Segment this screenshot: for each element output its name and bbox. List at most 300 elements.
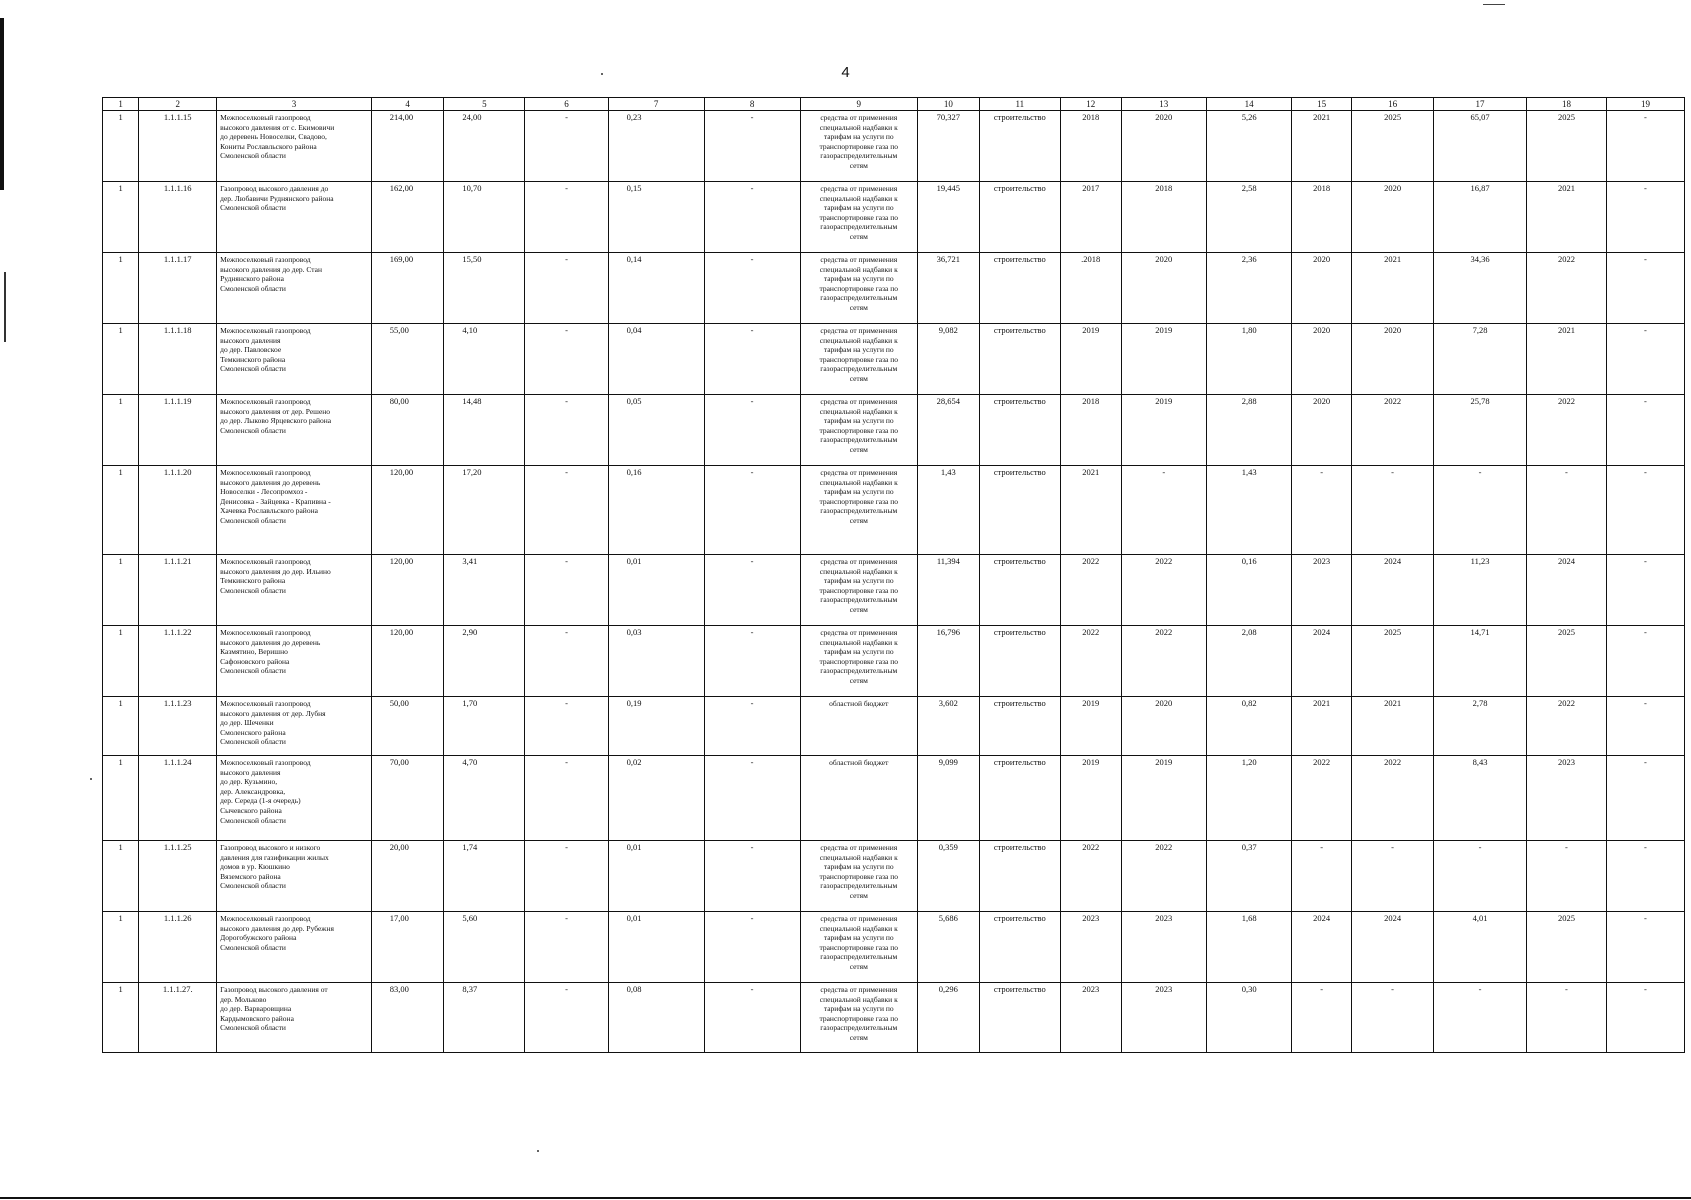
cell-col-7-text: 0,02 xyxy=(626,757,642,767)
cell-code-text: 1.1.1.16 xyxy=(163,183,192,193)
cell-col-17-text: 34,36 xyxy=(1470,254,1490,264)
cell-col-17-text: 25,78 xyxy=(1470,396,1490,406)
cell-col-10 xyxy=(917,983,979,1053)
cell-col-18 xyxy=(1526,182,1606,253)
cell-col-19-text: - xyxy=(1644,984,1647,994)
cell-col-5-text: 14,48 xyxy=(462,396,482,406)
cell-col-5 xyxy=(444,253,525,324)
cell-col-17 xyxy=(1434,756,1527,841)
cell-col-16 xyxy=(1352,466,1434,555)
cell-col-12-text: 2019 xyxy=(1082,698,1100,708)
cell-col-1-text: 1 xyxy=(118,254,123,264)
cell-col-16 xyxy=(1352,111,1434,182)
cell-code xyxy=(139,912,217,983)
cell-work-type xyxy=(979,253,1060,324)
cell-col-14-text: 2,36 xyxy=(1241,254,1257,264)
cell-col-4 xyxy=(371,983,444,1053)
column-number: 14 xyxy=(1206,98,1291,111)
cell-col-14-text: 1,68 xyxy=(1241,913,1257,923)
cell-col-8-text: - xyxy=(750,183,754,193)
cell-col-14-text: 2,58 xyxy=(1241,183,1257,193)
cell-col-4 xyxy=(371,912,444,983)
cell-col-1-text: 1 xyxy=(118,627,123,637)
cell-funding-source-text: средства от применения специальной надбавки к тарифам на услуги по транспортировке газа по газораспределительным сетям xyxy=(819,326,899,383)
cell-col-15-text: 2020 xyxy=(1313,254,1331,264)
cell-col-5-text: 5,60 xyxy=(462,913,478,923)
cell-code xyxy=(139,111,217,182)
cell-col-16 xyxy=(1352,395,1434,466)
cell-col-16-text: 2022 xyxy=(1384,396,1402,406)
cell-col-18 xyxy=(1526,111,1606,182)
cell-code-text: 1.1.1.18 xyxy=(163,325,192,335)
cell-col-13 xyxy=(1121,841,1206,912)
scan-edge-mark-top-right xyxy=(1483,4,1505,5)
cell-work-type xyxy=(979,111,1060,182)
cell-col-5-text: 4,10 xyxy=(462,325,478,335)
cell-col-18 xyxy=(1526,466,1606,555)
cell-col-12-text: 2021 xyxy=(1082,467,1100,477)
cell-col-17-text: 2,78 xyxy=(1472,698,1488,708)
cell-col-12 xyxy=(1060,182,1121,253)
cell-col-4-text: 20,00 xyxy=(389,842,409,852)
cell-object-name-text: Газопровод высокого и низкого давления для газификации жилых домов в ур. Кюшкино Вяземского района Смоленской области xyxy=(220,843,329,891)
cell-code-text: 1.1.1.20 xyxy=(163,467,192,477)
cell-col-10-text: 36,721 xyxy=(936,254,961,264)
cell-col-14 xyxy=(1206,841,1291,912)
cell-col-13 xyxy=(1121,111,1206,182)
cell-col-7 xyxy=(608,841,704,912)
cell-col-1 xyxy=(103,253,139,324)
cell-col-18-text: 2025 xyxy=(1557,627,1575,637)
cell-col-6 xyxy=(525,912,608,983)
cell-col-10 xyxy=(917,912,979,983)
cell-col-16-text: 2025 xyxy=(1384,627,1402,637)
cell-col-18-text: 2025 xyxy=(1557,112,1575,122)
cell-col-7 xyxy=(608,983,704,1053)
cell-col-19 xyxy=(1606,466,1684,555)
cell-funding-source xyxy=(800,697,917,756)
cell-funding-source-text: средства от применения специальной надбавки к тарифам на услуги по транспортировке газа по газораспределительным сетям xyxy=(819,468,899,525)
cell-col-7 xyxy=(608,466,704,555)
cell-code-text: 1.1.1.17 xyxy=(163,254,192,264)
table-body xyxy=(103,111,1685,1053)
cell-col-15-text: 2020 xyxy=(1313,396,1331,406)
cell-col-4 xyxy=(371,626,444,697)
cell-col-6 xyxy=(525,466,608,555)
cell-funding-source-text: средства от применения специальной надбавки к тарифам на услуги по транспортировке газа по газораспределительным сетям xyxy=(819,255,899,312)
cell-col-17 xyxy=(1434,253,1527,324)
cell-col-14-text: 2,88 xyxy=(1241,396,1257,406)
cell-col-8-text: - xyxy=(750,984,754,994)
cell-col-15-text: 2024 xyxy=(1313,913,1331,923)
cell-work-type xyxy=(979,841,1060,912)
cell-object-name-text: Газопровод высокого давления от дер. Мольково до дер. Варваровщина Кардымовского района Смоленской области xyxy=(220,985,328,1033)
cell-col-13 xyxy=(1121,324,1206,395)
cell-col-7-text: 0,16 xyxy=(626,467,642,477)
cell-col-14 xyxy=(1206,324,1291,395)
cell-col-18-text: 2023 xyxy=(1557,757,1575,767)
cell-object-name xyxy=(217,253,372,324)
cell-col-10-text: 9,082 xyxy=(938,325,958,335)
column-number: 15 xyxy=(1292,98,1352,111)
cell-col-12-text: 2019 xyxy=(1082,757,1100,767)
cell-col-17 xyxy=(1434,466,1527,555)
cell-col-14 xyxy=(1206,912,1291,983)
cell-col-14 xyxy=(1206,626,1291,697)
cell-col-19 xyxy=(1606,841,1684,912)
cell-funding-source xyxy=(800,253,917,324)
column-number: 6 xyxy=(525,98,608,111)
cell-col-14-text: 0,30 xyxy=(1241,984,1257,994)
cell-col-12 xyxy=(1060,697,1121,756)
cell-col-14-text: 0,16 xyxy=(1241,556,1257,566)
cell-funding-source-text: областной бюджет xyxy=(829,699,889,708)
cell-work-type-text: строительство xyxy=(993,842,1046,852)
cell-col-8 xyxy=(704,324,800,395)
cell-col-5 xyxy=(444,983,525,1053)
cell-col-17-text: - xyxy=(1478,467,1482,477)
column-number: 17 xyxy=(1434,98,1527,111)
cell-col-7-text: 0,05 xyxy=(626,396,642,406)
cell-col-19-text: - xyxy=(1644,698,1647,708)
cell-funding-source-text: средства от применения специальной надбавки к тарифам на услуги по транспортировке газа по газораспределительным сетям xyxy=(819,397,899,454)
cell-funding-source xyxy=(800,983,917,1053)
cell-col-8 xyxy=(704,912,800,983)
cell-col-17 xyxy=(1434,912,1527,983)
cell-col-4 xyxy=(371,555,444,626)
cell-col-13-text: 2019 xyxy=(1155,757,1173,767)
table-row xyxy=(103,983,1685,1053)
cell-col-6 xyxy=(525,841,608,912)
cell-col-19-text: - xyxy=(1644,842,1647,852)
cell-col-15 xyxy=(1292,555,1352,626)
cell-col-8-text: - xyxy=(750,556,754,566)
column-number: 2 xyxy=(139,98,217,111)
cell-col-6-text: - xyxy=(565,112,568,122)
cell-col-13 xyxy=(1121,983,1206,1053)
cell-col-15 xyxy=(1292,182,1352,253)
cell-col-1 xyxy=(103,111,139,182)
cell-col-13 xyxy=(1121,756,1206,841)
column-number: 4 xyxy=(371,98,444,111)
cell-code xyxy=(139,756,217,841)
cell-col-6 xyxy=(525,697,608,756)
cell-object-name xyxy=(217,697,372,756)
cell-work-type-text: строительство xyxy=(993,984,1046,994)
cell-col-19 xyxy=(1606,324,1684,395)
cell-col-18-text: - xyxy=(1565,842,1568,852)
cell-col-5 xyxy=(444,912,525,983)
cell-col-17-text: 4,01 xyxy=(1472,913,1488,923)
cell-col-17-text: 65,07 xyxy=(1470,112,1490,122)
cell-col-14-text: 0,82 xyxy=(1241,698,1257,708)
cell-col-12-text: 2018 xyxy=(1082,396,1100,406)
cell-work-type-text: строительство xyxy=(993,112,1046,122)
cell-col-10-text: 16,796 xyxy=(936,627,961,637)
column-number: 9 xyxy=(800,98,917,111)
cell-col-10 xyxy=(917,182,979,253)
cell-col-17 xyxy=(1434,182,1527,253)
cell-col-4 xyxy=(371,697,444,756)
table-row xyxy=(103,912,1685,983)
cell-object-name xyxy=(217,324,372,395)
cell-col-4-text: 162,00 xyxy=(389,183,414,193)
cell-object-name-text: Межпоселковый газопровод высокого давления до деревень Новоселки - Лесопромхоз - Денисовка - Зайцевка - Крапивна - Хачевка Рославльского района Смоленской области xyxy=(220,468,331,525)
cell-col-15-text: - xyxy=(1320,984,1324,994)
cell-work-type-text: строительство xyxy=(993,556,1046,566)
cell-col-15 xyxy=(1292,841,1352,912)
cell-col-17-text: 7,28 xyxy=(1472,325,1488,335)
column-number: 19 xyxy=(1606,98,1684,111)
cell-col-14 xyxy=(1206,697,1291,756)
cell-col-10 xyxy=(917,756,979,841)
cell-col-7 xyxy=(608,912,704,983)
cell-col-1-text: 1 xyxy=(118,112,123,122)
cell-col-1-text: 1 xyxy=(118,698,123,708)
column-number: 8 xyxy=(704,98,800,111)
cell-col-4-text: 17,00 xyxy=(389,913,409,923)
cell-funding-source xyxy=(800,182,917,253)
cell-col-17 xyxy=(1434,395,1527,466)
cell-col-5-text: 2,90 xyxy=(462,627,478,637)
cell-col-6 xyxy=(525,395,608,466)
cell-col-15 xyxy=(1292,466,1352,555)
cell-col-7 xyxy=(608,395,704,466)
cell-col-12-text: 2019 xyxy=(1082,325,1100,335)
cell-col-1 xyxy=(103,324,139,395)
cell-col-1 xyxy=(103,912,139,983)
cell-col-1 xyxy=(103,626,139,697)
cell-col-1 xyxy=(103,555,139,626)
cell-object-name-text: Межпоселковый газопровод высокого давления до дер. Павловское Темкинского района Смоленской области xyxy=(220,326,311,374)
cell-col-5 xyxy=(444,111,525,182)
cell-col-16-text: 2024 xyxy=(1384,913,1402,923)
cell-col-15 xyxy=(1292,697,1352,756)
cell-col-19 xyxy=(1606,983,1684,1053)
cell-col-7-text: 0,04 xyxy=(626,325,642,335)
cell-col-1-text: 1 xyxy=(118,467,123,477)
cell-col-13-text: 2023 xyxy=(1155,913,1173,923)
cell-col-1 xyxy=(103,395,139,466)
column-number: 16 xyxy=(1352,98,1434,111)
cell-col-10 xyxy=(917,555,979,626)
cell-col-8 xyxy=(704,253,800,324)
cell-col-12-text: .2018 xyxy=(1081,254,1101,264)
cell-col-16-text: 2021 xyxy=(1384,254,1402,264)
column-number: 12 xyxy=(1060,98,1121,111)
cell-col-15-text: 2024 xyxy=(1313,627,1331,637)
cell-col-17 xyxy=(1434,983,1527,1053)
cell-col-6-text: - xyxy=(565,254,568,264)
cell-code xyxy=(139,324,217,395)
cell-col-10 xyxy=(917,111,979,182)
cell-work-type xyxy=(979,395,1060,466)
table-row xyxy=(103,395,1685,466)
cell-col-10 xyxy=(917,626,979,697)
cell-col-12-text: 2022 xyxy=(1082,627,1100,637)
cell-col-14 xyxy=(1206,555,1291,626)
cell-col-7 xyxy=(608,756,704,841)
cell-object-name-text: Межпоселковый газопровод высокого давления до деревень Казмятино, Веришно Сафоновского района Смоленской области xyxy=(220,628,321,676)
cell-col-13-text: 2019 xyxy=(1155,396,1173,406)
cell-col-8 xyxy=(704,697,800,756)
table-row xyxy=(103,182,1685,253)
cell-col-13-text: 2019 xyxy=(1155,325,1173,335)
cell-col-7 xyxy=(608,555,704,626)
cell-col-10 xyxy=(917,253,979,324)
cell-col-10 xyxy=(917,697,979,756)
cell-col-4-text: 120,00 xyxy=(389,467,414,477)
data-table xyxy=(102,97,1685,1053)
cell-funding-source xyxy=(800,841,917,912)
column-number: 7 xyxy=(608,98,704,111)
cell-col-15-text: 2022 xyxy=(1313,757,1331,767)
cell-object-name xyxy=(217,841,372,912)
cell-col-7-text: 0,01 xyxy=(626,842,642,852)
cell-col-1-text: 1 xyxy=(118,183,123,193)
cell-col-16 xyxy=(1352,626,1434,697)
cell-col-12 xyxy=(1060,983,1121,1053)
cell-col-6-text: - xyxy=(565,467,568,477)
cell-col-13-text: 2022 xyxy=(1155,627,1173,637)
cell-col-5-text: 1,74 xyxy=(462,842,478,852)
cell-col-16 xyxy=(1352,697,1434,756)
cell-col-8 xyxy=(704,555,800,626)
cell-col-18-text: 2024 xyxy=(1557,556,1575,566)
scan-speck xyxy=(537,1150,539,1152)
cell-col-6 xyxy=(525,626,608,697)
cell-col-18-text: 2021 xyxy=(1557,325,1575,335)
cell-col-1-text: 1 xyxy=(118,984,123,994)
cell-col-5-text: 15,50 xyxy=(462,254,482,264)
cell-code-text: 1.1.1.25 xyxy=(163,842,192,852)
cell-col-19 xyxy=(1606,626,1684,697)
table-row xyxy=(103,756,1685,841)
column-number: 5 xyxy=(444,98,525,111)
cell-object-name-text: Межпоселковый газопровод высокого давления до дер. Стан Руднянского района Смоленской области xyxy=(220,255,323,293)
cell-col-18-text: - xyxy=(1565,467,1568,477)
cell-col-12-text: 2017 xyxy=(1082,183,1100,193)
cell-col-7-text: 0,03 xyxy=(626,627,642,637)
cell-col-8-text: - xyxy=(750,627,754,637)
cell-col-4 xyxy=(371,111,444,182)
cell-object-name xyxy=(217,983,372,1053)
cell-col-10-text: 70,327 xyxy=(936,112,961,122)
scan-speck xyxy=(90,778,92,780)
cell-col-1-text: 1 xyxy=(118,396,123,406)
cell-col-5-text: 8,37 xyxy=(462,984,478,994)
cell-col-17 xyxy=(1434,555,1527,626)
cell-work-type-text: строительство xyxy=(993,757,1046,767)
cell-col-7-text: 0,01 xyxy=(626,556,642,566)
column-number: 13 xyxy=(1121,98,1206,111)
cell-col-19-text: - xyxy=(1644,913,1647,923)
cell-work-type-text: строительство xyxy=(993,254,1046,264)
cell-col-6-text: - xyxy=(565,698,568,708)
cell-funding-source xyxy=(800,324,917,395)
cell-work-type-text: строительство xyxy=(993,467,1046,477)
cell-col-19-text: - xyxy=(1644,556,1647,566)
cell-col-6 xyxy=(525,983,608,1053)
cell-col-18-text: 2025 xyxy=(1557,913,1575,923)
cell-work-type xyxy=(979,626,1060,697)
cell-funding-source-text: средства от применения специальной надбавки к тарифам на услуги по транспортировке газа по газораспределительным сетям xyxy=(819,628,899,685)
cell-work-type xyxy=(979,555,1060,626)
cell-code xyxy=(139,395,217,466)
cell-code xyxy=(139,697,217,756)
cell-object-name xyxy=(217,395,372,466)
cell-col-14-text: 1,80 xyxy=(1241,325,1257,335)
cell-col-19 xyxy=(1606,111,1684,182)
cell-col-14 xyxy=(1206,983,1291,1053)
cell-col-8-text: - xyxy=(750,698,754,708)
cell-code xyxy=(139,466,217,555)
cell-col-1-text: 1 xyxy=(118,757,123,767)
cell-col-14-text: 1,20 xyxy=(1241,757,1257,767)
cell-work-type xyxy=(979,983,1060,1053)
cell-col-18-text: 2021 xyxy=(1557,183,1575,193)
cell-col-19 xyxy=(1606,912,1684,983)
cell-col-18 xyxy=(1526,253,1606,324)
cell-col-16 xyxy=(1352,841,1434,912)
cell-col-15 xyxy=(1292,324,1352,395)
cell-funding-source-text: средства от применения специальной надбавки к тарифам на услуги по транспортировке газа по газораспределительным сетям xyxy=(819,113,899,170)
cell-col-8 xyxy=(704,626,800,697)
cell-col-5-text: 10,70 xyxy=(462,183,482,193)
table-row xyxy=(103,626,1685,697)
cell-col-13-text: - xyxy=(1162,467,1166,477)
cell-col-15 xyxy=(1292,983,1352,1053)
cell-col-17 xyxy=(1434,626,1527,697)
cell-col-6 xyxy=(525,111,608,182)
cell-col-15-text: 2020 xyxy=(1313,325,1331,335)
cell-col-12 xyxy=(1060,111,1121,182)
cell-col-10-text: 0,359 xyxy=(938,842,958,852)
cell-col-14 xyxy=(1206,395,1291,466)
cell-col-15 xyxy=(1292,111,1352,182)
cell-col-5 xyxy=(444,324,525,395)
cell-col-12 xyxy=(1060,912,1121,983)
cell-col-1 xyxy=(103,841,139,912)
cell-col-1 xyxy=(103,983,139,1053)
cell-col-7 xyxy=(608,253,704,324)
cell-col-12 xyxy=(1060,466,1121,555)
cell-col-19-text: - xyxy=(1644,627,1647,637)
table-row xyxy=(103,841,1685,912)
cell-funding-source xyxy=(800,912,917,983)
cell-col-18 xyxy=(1526,626,1606,697)
cell-col-7-text: 0,14 xyxy=(626,254,642,264)
cell-col-19 xyxy=(1606,395,1684,466)
cell-col-8-text: - xyxy=(750,467,754,477)
cell-col-7-text: 0,15 xyxy=(626,183,642,193)
cell-col-6-text: - xyxy=(565,627,568,637)
cell-col-12-text: 2018 xyxy=(1082,112,1100,122)
cell-col-16 xyxy=(1352,182,1434,253)
cell-col-7 xyxy=(608,626,704,697)
cell-col-14 xyxy=(1206,756,1291,841)
cell-col-19 xyxy=(1606,253,1684,324)
cell-col-18 xyxy=(1526,841,1606,912)
cell-col-12 xyxy=(1060,253,1121,324)
cell-col-18-text: - xyxy=(1565,984,1568,994)
cell-col-4-text: 120,00 xyxy=(389,627,414,637)
cell-col-5 xyxy=(444,395,525,466)
cell-col-5 xyxy=(444,466,525,555)
cell-col-12-text: 2023 xyxy=(1082,913,1100,923)
cell-col-16-text: 2020 xyxy=(1384,183,1402,193)
cell-col-7 xyxy=(608,182,704,253)
